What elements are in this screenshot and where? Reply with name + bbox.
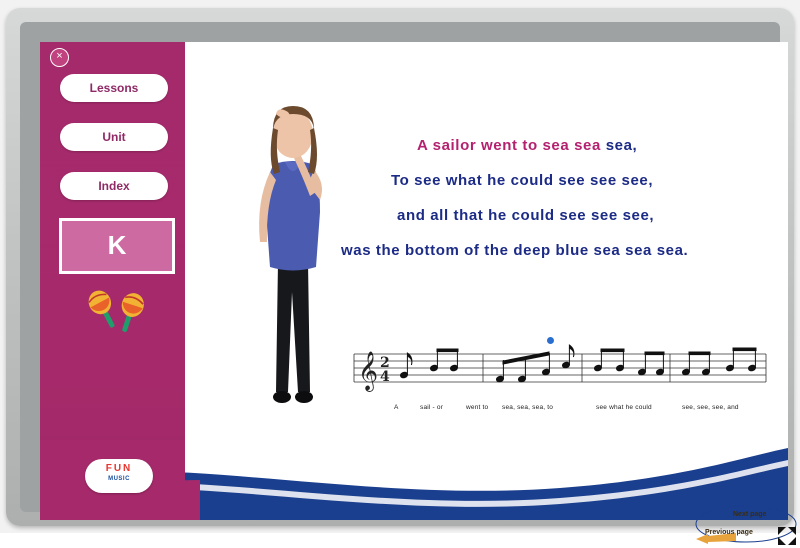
- time-signature-top: 2: [380, 355, 390, 371]
- score-syllable-0: A: [394, 404, 399, 411]
- close-icon[interactable]: ×: [50, 48, 69, 67]
- lyric-line-4: was the bottom of the deep blue sea sea sea.: [341, 242, 689, 259]
- whiteboard-bezel: [20, 22, 780, 536]
- logo-main-text: FUN: [105, 463, 133, 474]
- score-staff: [350, 332, 770, 404]
- score-syllable-1: sail - or: [420, 404, 444, 411]
- lyric-line-1-rest: sea,: [600, 137, 638, 154]
- previous-page-button[interactable]: Previous page: [705, 529, 753, 536]
- score-syllable-2: went to: [466, 404, 489, 411]
- sidebar-item-unit[interactable]: Unit: [60, 123, 168, 151]
- lyric-line-1-highlight: A sailor went to sea sea: [417, 137, 601, 154]
- fullscreen-icon[interactable]: [778, 527, 796, 545]
- next-page-button[interactable]: Next page: [733, 511, 767, 518]
- sidebar-item-lessons[interactable]: Lessons: [60, 74, 168, 102]
- whiteboard-surface: [40, 42, 788, 536]
- fun-music-logo[interactable]: [85, 459, 153, 493]
- lyric-line-2: To see what he could see see see,: [391, 172, 654, 189]
- logo-sub-text: MUSIC: [108, 476, 130, 482]
- time-signature-bottom: 4: [380, 369, 390, 385]
- sidebar-item-index[interactable]: Index: [60, 172, 168, 200]
- score-syllable-3: sea, sea, sea, to: [502, 404, 554, 411]
- score-syllable-4: see what he could: [596, 404, 652, 411]
- score-syllable-5: see, see, see, and: [682, 404, 739, 411]
- maracas-icon: [84, 285, 154, 337]
- blue-playback-dot[interactable]: [547, 337, 554, 344]
- treble-clef-icon: 𝄞: [358, 351, 379, 391]
- music-score: [350, 332, 770, 427]
- lyric-line-1: [335, 137, 785, 154]
- unit-badge[interactable]: K: [59, 218, 175, 274]
- whiteboard-frame: [6, 8, 794, 536]
- lyrics-block: [335, 137, 785, 277]
- lyric-line-3: and all that he could see see see,: [397, 207, 655, 224]
